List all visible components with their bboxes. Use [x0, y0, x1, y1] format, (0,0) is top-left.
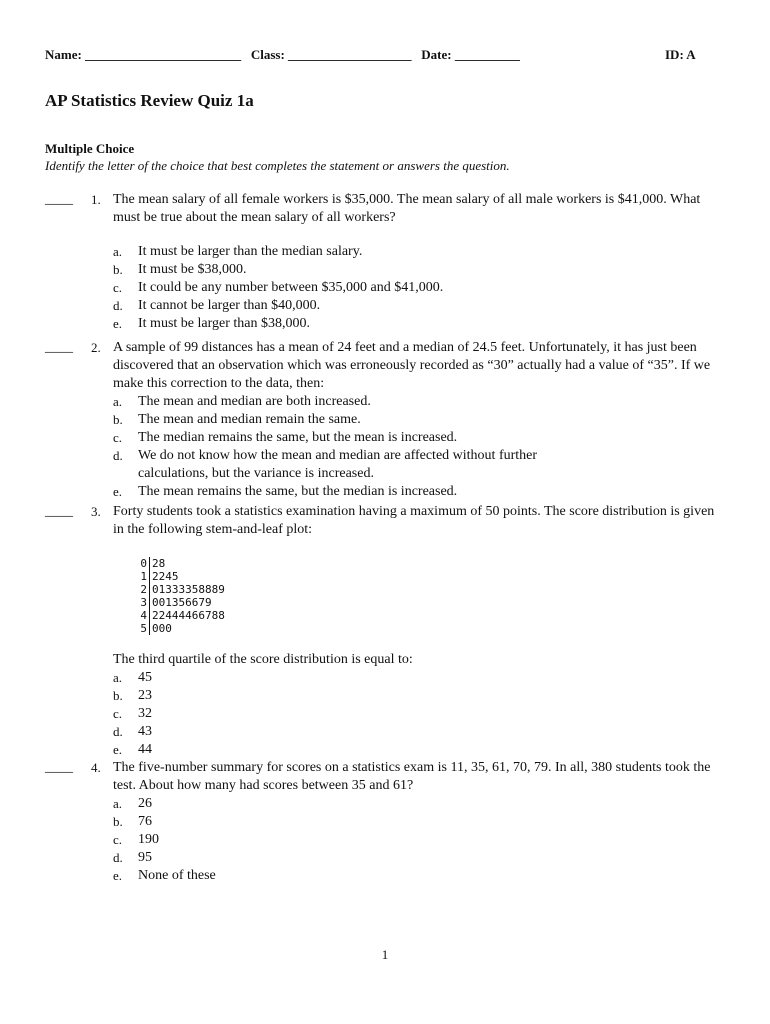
leaves: 28: [152, 557, 166, 570]
choice-b: [113, 261, 725, 279]
choice-list: [113, 795, 725, 885]
choice-letter: e.: [113, 742, 123, 757]
choice-text: 95: [138, 850, 152, 865]
choice-text: 45: [138, 670, 152, 685]
choice-letter: d.: [113, 724, 123, 739]
choice-letter: e.: [113, 316, 123, 331]
stem-and-leaf-plot: [135, 557, 725, 635]
answer-blank[interactable]: ____: [45, 760, 73, 775]
choice-d: [113, 849, 725, 867]
choice-d: [113, 723, 725, 741]
choice-text: 32: [138, 706, 152, 721]
choice-list: [113, 393, 725, 501]
choice-letter: b.: [113, 814, 123, 829]
choice-e: [113, 483, 725, 501]
choice-text: 23: [138, 688, 152, 703]
question-text: Forty students took a statistics examination having a maximum of 50 points. The score distribution is given in the following stem-and-leaf plot:: [113, 504, 715, 537]
page-number: 1: [381, 947, 389, 962]
question-2: [45, 339, 725, 501]
name-field: Name: ________________________: [45, 47, 242, 62]
choice-letter: c.: [113, 280, 123, 295]
question-number: 2.: [91, 340, 101, 355]
leaves: 000: [152, 622, 172, 635]
choice-letter: a.: [113, 244, 123, 259]
choice-text: 43: [138, 724, 152, 739]
stem-leaf-row: [135, 596, 725, 609]
answer-blank[interactable]: ____: [45, 340, 73, 355]
choice-text: 190: [138, 832, 159, 847]
question-text: The mean salary of all female workers is $35,000. The mean salary of all male workers is $41,000. What must be true about the mean salary of all workers?: [113, 192, 701, 225]
choice-b: [113, 687, 725, 705]
choice-text: The median remains the same, but the mean is increased.: [138, 430, 458, 445]
answer-blank[interactable]: ____: [45, 504, 73, 519]
choice-letter: d.: [113, 448, 123, 463]
question-number: 4.: [91, 760, 101, 775]
choice-text: 76: [138, 814, 152, 829]
choice-b: [113, 411, 725, 429]
choice-e: [113, 741, 725, 759]
leaves: 001356679: [152, 596, 212, 609]
choice-letter: a.: [113, 670, 123, 685]
stem: 1: [135, 570, 150, 583]
choice-d: [113, 297, 725, 315]
date-field: Date: __________: [421, 47, 520, 62]
question-text: The five-number summary for scores on a statistics exam is 11, 35, 61, 70, 79. In all, 380 students took the test. About how many had scores between 35 and 61?: [113, 760, 711, 793]
leaves: 2245: [152, 570, 179, 583]
choice-letter: c.: [113, 430, 123, 445]
stem-leaf-row: [135, 557, 725, 570]
choice-list: [113, 243, 725, 333]
choice-e: [113, 867, 725, 885]
leaves: 01333358889: [152, 583, 225, 596]
stem-leaf-row: [135, 570, 725, 583]
choice-letter: e.: [113, 484, 123, 499]
answer-blank[interactable]: ____: [45, 192, 73, 207]
choice-text: It cannot be larger than $40,000.: [138, 298, 321, 313]
choice-text: It must be larger than $38,000.: [138, 316, 310, 331]
stem-leaf-row: [135, 583, 725, 596]
question-1: [45, 191, 725, 333]
choice-c: [113, 429, 725, 447]
choice-text: The mean and median are both increased.: [138, 394, 371, 409]
choice-a: [113, 393, 725, 411]
choice-e: [113, 315, 725, 333]
stem-leaf-row: [135, 609, 725, 622]
choice-text: 44: [138, 742, 152, 757]
choice-d: [113, 447, 593, 483]
page-title: AP Statistics Review Quiz 1a: [45, 91, 254, 110]
choice-letter: c.: [113, 832, 123, 847]
choice-c: [113, 831, 725, 849]
choice-text: The mean remains the same, but the median is increased.: [138, 484, 458, 499]
choice-text: 26: [138, 796, 152, 811]
choice-letter: b.: [113, 262, 123, 277]
choice-text: It must be larger than the median salary.: [138, 244, 363, 259]
leaves: 22444466788: [152, 609, 225, 622]
choice-text: We do not know how the mean and median are affected without further calculations, but the variance is increased.: [138, 448, 538, 481]
choice-text: The mean and median remain the same.: [138, 412, 361, 427]
question-3: [45, 503, 725, 759]
choice-list: [113, 669, 725, 759]
question-text: A sample of 99 distances has a mean of 24 feet and a median of 24.5 feet. Unfortunately, it has just been discovered that an observation which was erroneously recorded as “30” actually had a value of “35”. If we make this correction to the data, then:: [113, 340, 711, 391]
section-instructions: Identify the letter of the choice that best completes the statement or answers the question.: [45, 158, 510, 173]
choice-a: [113, 795, 725, 813]
stem-leaf-row: [135, 622, 725, 635]
choice-letter: c.: [113, 706, 123, 721]
quiz-id: ID: A: [665, 47, 696, 62]
stem: 4: [135, 609, 150, 622]
choice-text: It must be $38,000.: [138, 262, 247, 277]
choice-letter: d.: [113, 850, 123, 865]
question-number: 3.: [91, 504, 101, 519]
section-title: Multiple Choice: [45, 141, 135, 156]
choice-c: [113, 279, 725, 297]
question-prompt: The third quartile of the score distribution is equal to:: [113, 652, 413, 667]
choice-a: [113, 669, 725, 687]
question-4: [45, 759, 725, 885]
stem: 3: [135, 596, 150, 609]
choice-text: None of these: [138, 868, 216, 883]
stem: 0: [135, 557, 150, 570]
stem: 2: [135, 583, 150, 596]
choice-letter: b.: [113, 412, 123, 427]
choice-letter: d.: [113, 298, 123, 313]
class-field: Class: ___________________: [250, 47, 412, 62]
choice-a: [113, 243, 725, 261]
header-row: [45, 46, 705, 64]
choice-letter: a.: [113, 796, 123, 811]
choice-b: [113, 813, 725, 831]
choice-letter: e.: [113, 868, 123, 883]
choice-letter: b.: [113, 688, 123, 703]
choice-letter: a.: [113, 394, 123, 409]
stem: 5: [135, 622, 150, 635]
choice-text: It could be any number between $35,000 and $41,000.: [138, 280, 444, 295]
choice-c: [113, 705, 725, 723]
question-number: 1.: [91, 192, 101, 207]
